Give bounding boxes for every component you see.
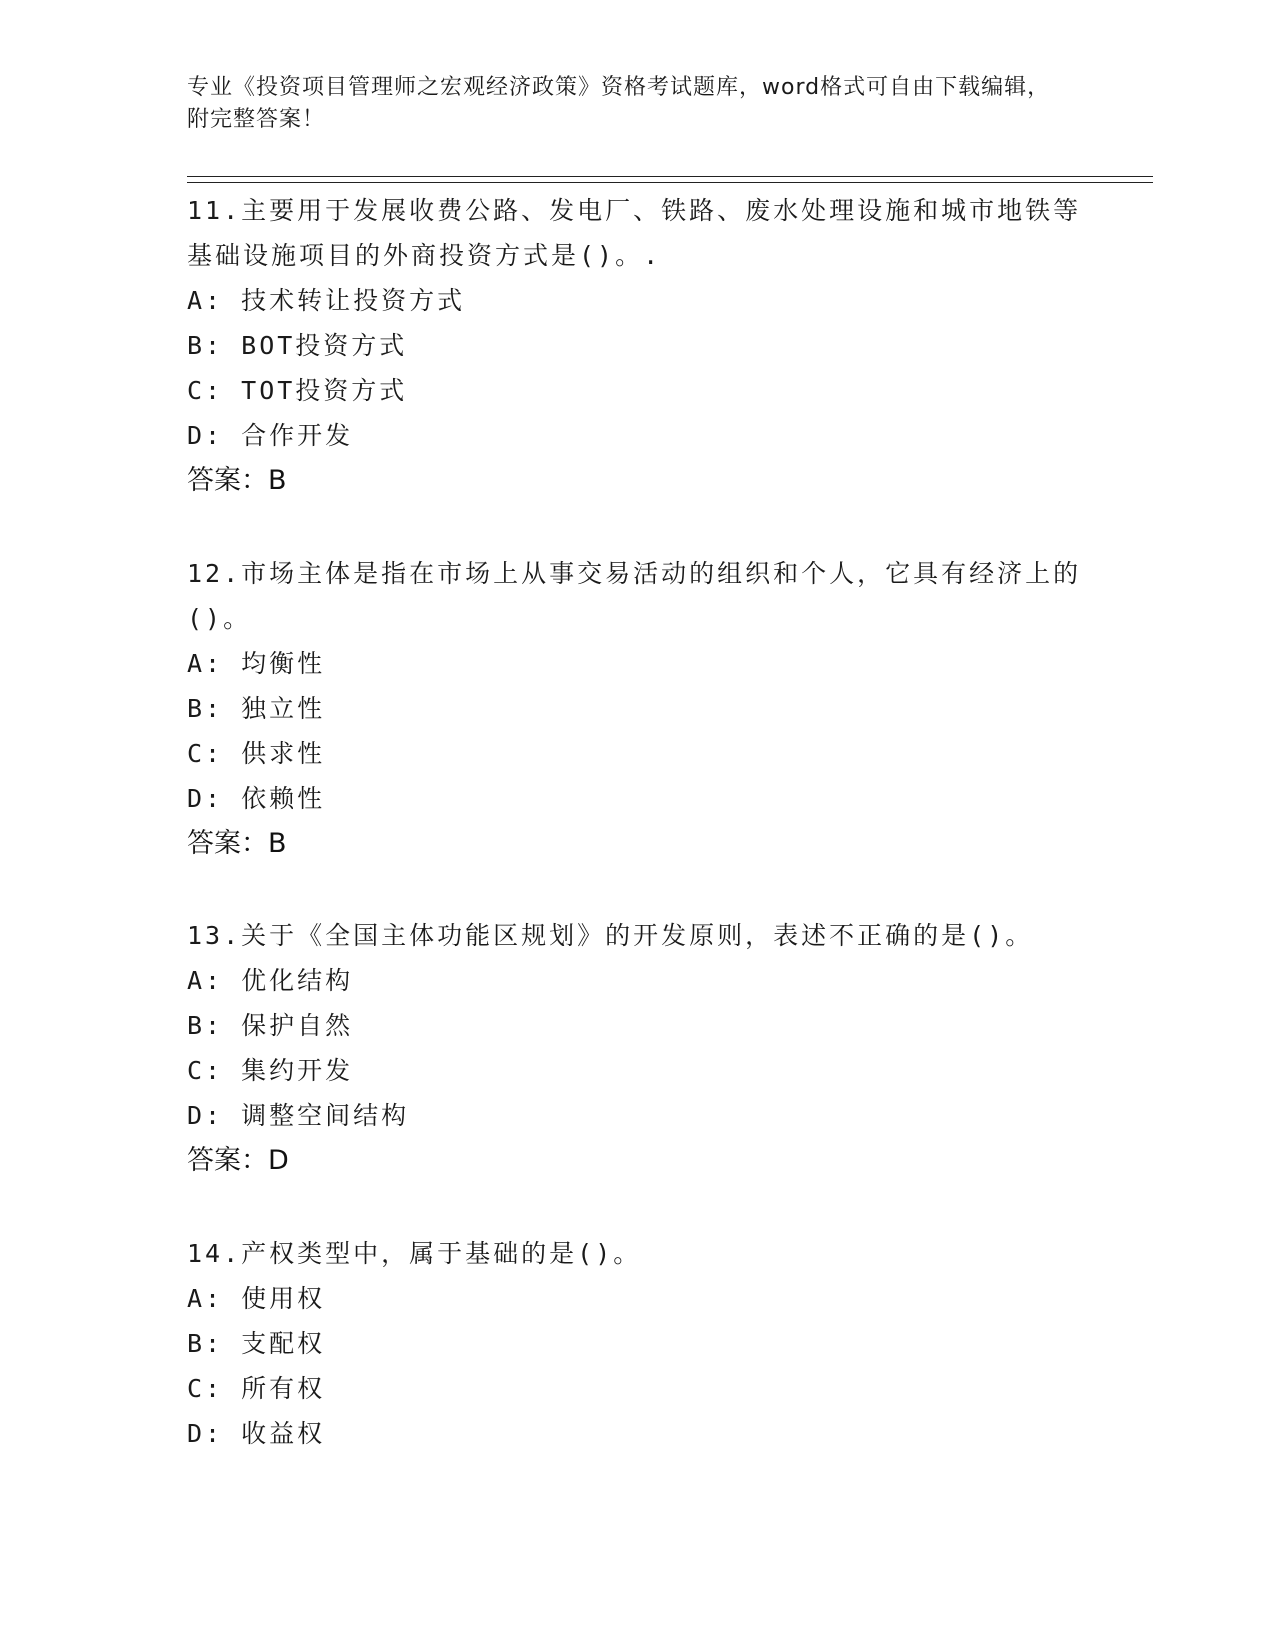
option-b: B: BOT投资方式 — [187, 331, 408, 360]
header-divider-top — [187, 176, 1153, 177]
option-b: B: 保护自然 — [187, 1011, 354, 1040]
question-12 — [187, 551, 1087, 867]
option-a: A: 优化结构 — [187, 966, 354, 995]
option-c: C: TOT投资方式 — [187, 376, 408, 405]
question-11 — [187, 188, 1087, 504]
option-a: A: 技术转让投资方式 — [187, 286, 466, 315]
header-divider-bottom — [187, 182, 1153, 183]
answer: 答案：B — [187, 465, 287, 496]
header-note: 专业《投资项目管理师之宏观经济政策》资格考试题库，word格式可自由下载编辑，附完整答案！ — [187, 75, 1051, 132]
option-b: B: 独立性 — [187, 694, 326, 723]
question-stem: 14.产权类型中，属于基础的是()。 — [187, 1239, 642, 1268]
question-stem: 13.关于《全国主体功能区规划》的开发原则，表述不正确的是()。 — [187, 921, 1034, 950]
option-c: C: 供求性 — [187, 739, 326, 768]
option-d: D: 调整空间结构 — [187, 1101, 410, 1130]
question-13 — [187, 913, 1087, 1184]
option-d: D: 合作开发 — [187, 421, 354, 450]
option-b: B: 支配权 — [187, 1329, 326, 1358]
question-14 — [187, 1231, 1087, 1456]
question-stem: 11.主要用于发展收费公路、发电厂、铁路、废水处理设施和城市地铁等基础设施项目的外商投资方式是()。. — [187, 196, 1082, 270]
answer: 答案：B — [187, 828, 287, 859]
option-a: A: 使用权 — [187, 1284, 326, 1313]
option-d: D: 收益权 — [187, 1419, 326, 1448]
option-c: C: 集约开发 — [187, 1056, 354, 1085]
option-d: D: 依赖性 — [187, 784, 326, 813]
question-stem: 12.市场主体是指在市场上从事交易活动的组织和个人，它具有经济上的()。 — [187, 559, 1082, 633]
option-c: C: 所有权 — [187, 1374, 326, 1403]
answer: 答案：D — [187, 1145, 289, 1176]
option-a: A: 均衡性 — [187, 649, 326, 678]
